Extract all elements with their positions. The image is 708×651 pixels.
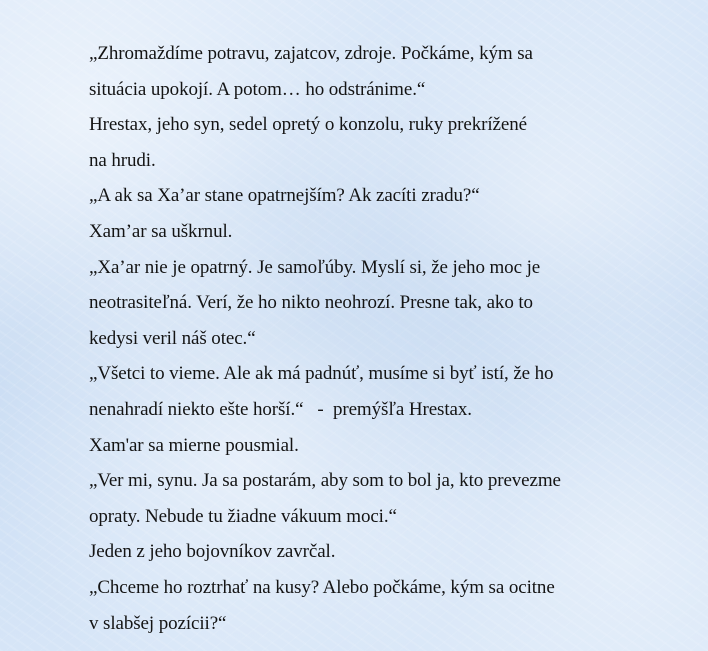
text-line: „Xa’ar nie je opatrný. Je samoľúby. Myslí si, že jeho moc je bbox=[89, 256, 541, 278]
text-line: Jeden z jeho bojovníkov zavrčal. bbox=[89, 541, 336, 563]
text-line: Xam'ar sa mierne pousmial. bbox=[89, 434, 299, 456]
text-line: „Ver mi, synu. Ja sa postarám, aby som to bol ja, kto prevezme bbox=[89, 470, 561, 492]
text-line: Xam’ar sa uškrnul. bbox=[89, 220, 233, 242]
text-line: „Všetci to vieme. Ale ak má padnúť, musíme si byť istí, že ho bbox=[89, 363, 554, 385]
text-line: na hrudi. bbox=[89, 149, 156, 171]
document-text-block bbox=[89, 36, 689, 641]
text-line: neotrasiteľná. Verí, že ho nikto neohrozí. Presne tak, ako to bbox=[89, 292, 533, 314]
text-line: nenahradí niekto ešte horší.“ - premýšľa Hrestax. bbox=[89, 398, 472, 420]
text-line: v slabšej pozícii?“ bbox=[89, 612, 227, 634]
text-line: Hrestax, jeho syn, sedel opretý o konzolu, ruky prekrížené bbox=[89, 114, 527, 136]
text-line: „A ak sa Xa’ar stane opatrnejším? Ak zacíti zradu?“ bbox=[89, 185, 480, 207]
text-line: „Zhromaždíme potravu, zajatcov, zdroje. Počkáme, kým sa bbox=[89, 43, 533, 64]
text-line: situácia upokojí. A potom… ho odstránime.“ bbox=[89, 78, 426, 100]
text-line: kedysi veril náš otec.“ bbox=[89, 327, 256, 349]
text-line: „Chceme ho roztrhať na kusy? Alebo počkáme, kým sa ocitne bbox=[89, 576, 555, 598]
text-line: opraty. Nebude tu žiadne vákuum moci.“ bbox=[89, 505, 397, 527]
